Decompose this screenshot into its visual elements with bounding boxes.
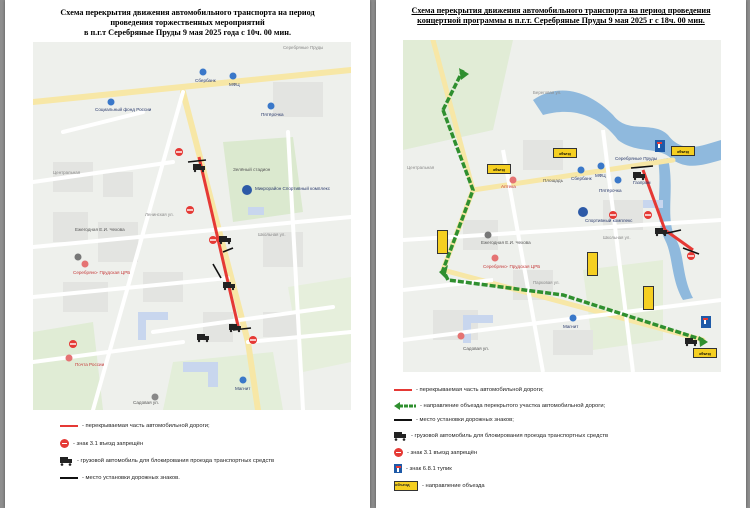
lbl-magnit: Магнит: [235, 386, 251, 391]
red-line-icon: [394, 389, 412, 391]
truck-icon: [60, 457, 73, 465]
lbl-mfc: МФЦ: [229, 82, 240, 87]
dead-end-icon: [394, 464, 402, 473]
lbl-beregovaya: Береговая ул.: [533, 90, 562, 95]
legend-row-red-line: - перекрываемая часть автомобильной дороги;: [60, 423, 210, 429]
legend-row-no-entry: - знак 3.1 въезд запрещён: [60, 439, 143, 448]
right-title-line-2: концертной программы в п.г.т. Серебряные Пруды 9 мая 2025 г с 18ч. 00 мин.: [417, 16, 705, 25]
black-line-icon: [394, 419, 412, 421]
left-sheet: [5, 0, 370, 508]
lbl-red-bottom: Почта России: [75, 362, 105, 367]
left-title: [5, 8, 370, 38]
left-title-line-1: Схема перекрытия движения автомобильного транспорта на период: [60, 8, 315, 17]
lbl-chekhov: Ежегодная Е.И. Чехова: [75, 227, 125, 232]
legend-row-black-line: - место установки дорожных знаков;: [394, 417, 514, 423]
lbl-sport: Спортивный комплекс: [585, 218, 633, 223]
detour-sign-2: объезд: [553, 148, 577, 158]
lbl-pyaterochka: Пятёрочка: [261, 112, 284, 117]
legend-row-detour: объезд - направление объезда: [395, 482, 485, 489]
detour-sign-icon: объезд: [394, 481, 418, 491]
no-entry-icon: [394, 448, 403, 457]
lbl-social-fund: Социальный фонд России: [95, 107, 152, 112]
detour-sign-1: объезд: [487, 164, 511, 174]
lbl-lenin: Ленинская ул.: [145, 212, 174, 217]
lbl-spring: Серебряные Пруды: [615, 156, 658, 161]
lbl-stadium: Зелёный стадион: [233, 167, 271, 172]
lbl-school: Школьная ул.: [603, 235, 631, 240]
detour-sign-4: объезд: [693, 348, 717, 358]
detour-sign-3: объезд: [671, 146, 695, 156]
truck-icon: [394, 432, 407, 440]
right-map-canvas: [403, 40, 721, 372]
lbl-bank: Сбербанк: [571, 176, 592, 181]
lbl-sport: Микрорайон Спортивный комплекс: [255, 186, 331, 191]
left-map[interactable]: [33, 42, 351, 410]
legend-row-red-line: - перекрываемая часть автомобильной дороги;: [394, 387, 544, 393]
legend-row-truck: - грузовой автомобиль для блокирования проезда транспортных средств: [60, 457, 274, 465]
right-title-line-1: Схема перекрытия движения автомобильного транспорта на период проведения: [411, 6, 711, 15]
lbl-central: Центральная: [407, 165, 435, 170]
lbl-chekhov: Ежегодная Е.И. Чехова: [481, 240, 531, 245]
legend-row-green-arrow: - направление объезда перекрытого участка автомобильной дороги;: [394, 402, 605, 410]
right-legend: [394, 384, 739, 506]
lbl-hospital: Серебряно- Прудская ЦРБ: [73, 270, 131, 275]
lbl-pyaterochka: Пятёрочка: [599, 188, 622, 193]
left-legend: [60, 420, 360, 500]
dead-end-sign-2: [701, 316, 711, 328]
right-sheet: [376, 0, 746, 508]
left-map-canvas: [33, 42, 351, 410]
left-title-line-3: в п.г.т Серебряные Пруды 9 мая 2025 года с 10ч. 00 мин.: [84, 28, 291, 37]
detour-sign-v1: [437, 230, 448, 254]
lbl-magnit: Магнит: [563, 324, 579, 329]
lbl-parkovaya: Парковая ул.: [533, 280, 560, 285]
lbl-mfc: МФЦ: [595, 173, 606, 178]
dead-end-sign-1: [655, 140, 665, 152]
legend-row-truck: - грузовой автомобиль для блокирования проезда транспортных средств: [394, 432, 608, 440]
lbl-sadovaya: Садовая ул.: [463, 346, 490, 351]
lbl-school: Школьная ул.: [258, 232, 286, 237]
left-title-line-2: проведения торжественных мероприятий: [110, 18, 265, 27]
no-entry-icon: [60, 439, 69, 448]
legend-row-no-entry: - знак 3.1 въезд запрещён: [394, 448, 477, 457]
red-line-icon: [60, 425, 78, 427]
lbl-apteka: Аптека: [501, 184, 516, 189]
lbl-sberbank: Сбербанк: [195, 78, 216, 83]
detour-sign-v3: [643, 286, 654, 310]
lbl-gas: Газпром: [633, 180, 651, 185]
lbl-street-top: Серебряные Пруды: [283, 45, 324, 50]
lbl-central: Центральная: [53, 170, 81, 175]
right-map[interactable]: [403, 40, 721, 372]
detour-sign-v2: [587, 252, 598, 276]
green-arrow-icon: [394, 402, 416, 410]
lbl-sadovaya: Садовая ул.: [133, 400, 160, 405]
lbl-lenin-sq: Площадь: [543, 178, 563, 183]
black-line-icon: [60, 477, 78, 479]
lbl-hospital: Серебряно- Прудская ЦРБ: [483, 264, 541, 269]
right-title: [376, 6, 746, 26]
legend-row-black-line: - место установки дорожных знаков.: [60, 475, 180, 481]
legend-row-dead-end: - знак 6.8.1 тупик: [394, 464, 452, 473]
